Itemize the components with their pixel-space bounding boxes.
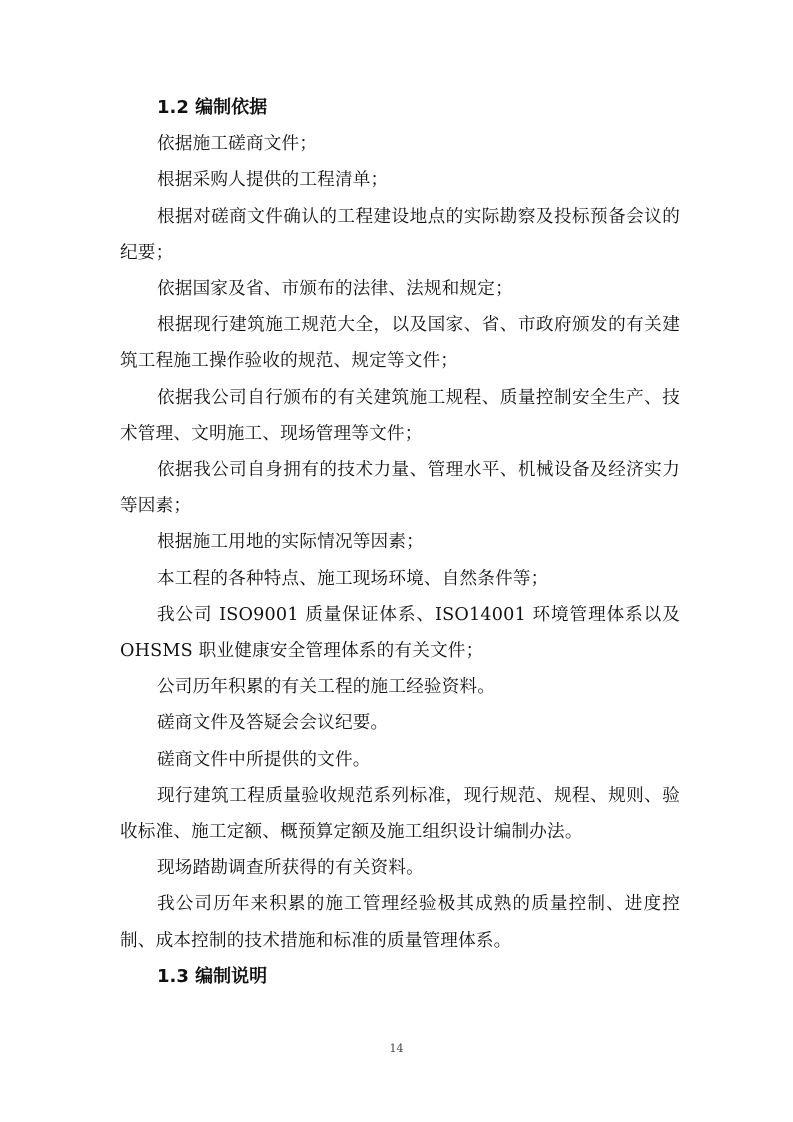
paragraph: 根据采购人提供的工程清单； [157, 170, 389, 191]
paragraph: 磋商文件及答疑会会议纪要。 [157, 713, 389, 734]
paragraph: 磋商文件中所提供的文件。 [157, 749, 371, 770]
paragraph: 依据施工磋商文件； [157, 134, 318, 155]
paragraph: 依据我公司自行颁布的有关建筑施工规程、质量控制安全生产、技术管理、文明施工、现场管理等文件； [120, 387, 680, 444]
paragraph: 我公司 ISO9001 质量保证体系、ISO14001 环境管理体系以及 OHSMS 职业健康安全管理体系的有关文件； [120, 604, 680, 662]
paragraph: 根据现行建筑施工规范大全，以及国家、省、市政府颁发的有关建筑工程施工操作验收的规范、规定等文件； [120, 315, 680, 372]
section-heading-1-3: 1.3 编制说明 [157, 965, 268, 987]
paragraph: 现行建筑工程质量验收规范系列标准，现行规范、规程、规则、验收标准、施工定额、概预算定额及施工组织设计编制办法。 [120, 785, 680, 843]
paragraph: 我公司历年来积累的施工管理经验极其成熟的质量控制、进度控制、成本控制的技术措施和标准的质量管理体系。 [120, 894, 680, 951]
paragraph: 依据国家及省、市颁布的法律、法规和规定； [157, 279, 513, 300]
paragraph: 公司历年积累的有关工程的施工经验资料。 [157, 677, 496, 698]
document-body [120, 90, 680, 995]
paragraph: 现场踏勘调查所获得的有关资料。 [157, 858, 424, 879]
paragraph: 根据施工用地的实际情况等因素； [157, 532, 424, 553]
paragraph: 本工程的各种特点、施工现场环境、自然条件等； [157, 568, 549, 589]
paragraph: 根据对磋商文件确认的工程建设地点的实际勘察及投标预备会议的纪要； [120, 206, 680, 263]
paragraph: 依据我公司自身拥有的技术力量、管理水平、机械设备及经济实力等因素； [120, 460, 680, 517]
section-heading-1-2: 1.2 编制依据 [157, 97, 268, 118]
page-number: 14 [389, 1042, 404, 1055]
